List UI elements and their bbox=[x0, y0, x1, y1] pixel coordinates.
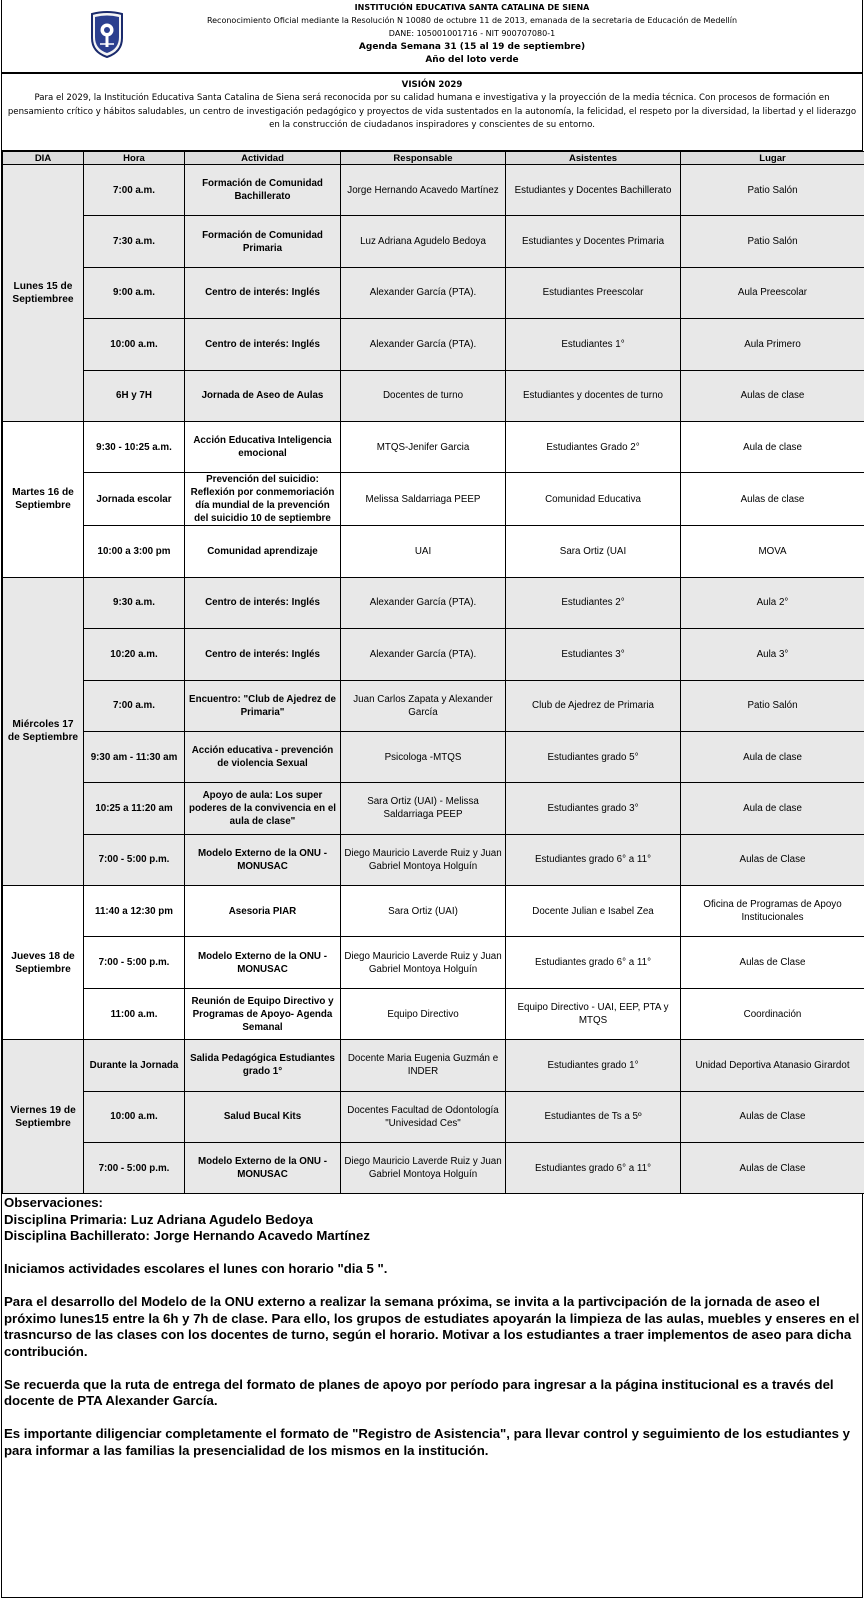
attendees-cell: Docente Julian e Isabel Zea bbox=[506, 886, 681, 937]
col-header-lugar: Lugar bbox=[681, 152, 864, 165]
attendees-cell: Comunidad Educativa bbox=[506, 473, 681, 526]
hour-cell: 9:00 a.m. bbox=[84, 267, 185, 318]
attendees-cell: Estudiantes grado 5° bbox=[506, 731, 681, 782]
attendees-cell: Estudiantes y Docentes Primaria bbox=[506, 216, 681, 267]
responsible-cell: Docentes Facultad de Odontología "Univesidad Ces" bbox=[341, 1091, 506, 1142]
activity-cell: Centro de interés: Inglés bbox=[185, 319, 341, 370]
col-header-hora: Hora bbox=[84, 152, 185, 165]
hour-cell: 10:00 a.m. bbox=[84, 1091, 185, 1142]
observation-note: Para el desarrollo del Modelo de la ONU externo a realizar la semana próxima, se invita a la partivcipación de la jornada de aseo el próximo lunes15 entre la 6h y 7h de clase. Para ello, los grupos de estudiates apoyarán la limpieza de las aulas, muebles y enseres en el trasncurso de las clases con los docentes de turno, según el horario. Motivar a los estudiantes a traer implementos de aseo para dicha contribución. bbox=[4, 1294, 860, 1359]
agenda-table bbox=[2, 151, 864, 1194]
activity-cell: Centro de interés: Inglés bbox=[185, 577, 341, 628]
place-cell: Oficina de Programas de Apoyo Institucionales bbox=[681, 886, 864, 937]
hour-cell: Jornada escolar bbox=[84, 473, 185, 526]
col-header-dia: DIA bbox=[3, 152, 84, 165]
hour-cell: 7:00 - 5:00 p.m. bbox=[84, 937, 185, 988]
dane-nit: DANE: 105001001716 - NIT 900707080-1 bbox=[388, 29, 556, 38]
place-cell: Aula de clase bbox=[681, 783, 864, 834]
activity-cell: Formación de Comunidad Bachillerato bbox=[185, 165, 341, 216]
table-row bbox=[3, 629, 864, 680]
day-cell: Viernes 19 de Septiembre bbox=[3, 1040, 84, 1194]
hour-cell: 7:00 - 5:00 p.m. bbox=[84, 834, 185, 885]
hour-cell: 9:30 am - 11:30 am bbox=[84, 731, 185, 782]
responsible-cell: MTQS-Jenifer Garcia bbox=[341, 421, 506, 472]
observation-note: Iniciamos actividades escolares el lunes con horario "dia 5 ". bbox=[4, 1261, 388, 1277]
place-cell: Aula 2° bbox=[681, 577, 864, 628]
table-row bbox=[3, 988, 864, 1039]
place-cell: Aulas de Clase bbox=[681, 1143, 864, 1194]
attendees-cell: Estudiantes 3° bbox=[506, 629, 681, 680]
activity-cell: Reunión de Equipo Directivo y Programas de Apoyo- Agenda Semanal bbox=[185, 988, 341, 1039]
table-row bbox=[3, 421, 864, 472]
day-cell: Lunes 15 de Septiembree bbox=[3, 165, 84, 422]
day-cell: Jueves 18 de Septiembre bbox=[3, 886, 84, 1040]
table-row bbox=[3, 370, 864, 421]
activity-cell: Modelo Externo de la ONU - MONUSAC bbox=[185, 834, 341, 885]
activity-cell: Acción educativa - prevención de violencia Sexual bbox=[185, 731, 341, 782]
table-header-row bbox=[3, 152, 864, 165]
place-cell: Patio Salón bbox=[681, 216, 864, 267]
place-cell: MOVA bbox=[681, 526, 864, 577]
attendees-cell: Estudiantes grado 6° a 11° bbox=[506, 1143, 681, 1194]
responsible-cell: Sara Ortiz (UAI) bbox=[341, 886, 506, 937]
responsible-cell: Melissa Saldarriaga PEEP bbox=[341, 473, 506, 526]
hour-cell: 11:40 a 12:30 pm bbox=[84, 886, 185, 937]
hour-cell: 10:20 a.m. bbox=[84, 629, 185, 680]
hour-cell: 10:00 a.m. bbox=[84, 319, 185, 370]
vision-title: VISIÓN 2029 bbox=[401, 80, 463, 90]
activity-cell: Salud Bucal Kits bbox=[185, 1091, 341, 1142]
attendees-cell: Estudiantes 2° bbox=[506, 577, 681, 628]
vision-text: Para el 2029, la Institución Educativa Santa Catalina de Siena será reconocida por su calidad humana e investigativa y la proyección de la media técnica. Con procesos de formación en pensamiento crítico y hábitos saludables, un centro de investigación pedagógico y proyectos de vida sustentados en la autonomía, la felicidad, el respeto por la diversidad, la libertad y el liderazgo en la construcción de ciudadanos inspiradores y conscientes de su entorno. bbox=[7, 93, 857, 131]
place-cell: Aulas de clase bbox=[681, 473, 864, 526]
place-cell: Aulas de Clase bbox=[681, 1091, 864, 1142]
place-cell: Patio Salón bbox=[681, 680, 864, 731]
agenda-table-body bbox=[3, 165, 864, 1194]
place-cell: Aulas de clase bbox=[681, 370, 864, 421]
responsible-cell: Equipo Directivo bbox=[341, 988, 506, 1039]
hour-cell: 7:00 a.m. bbox=[84, 680, 185, 731]
attendees-cell: Estudiantes Preescolar bbox=[506, 267, 681, 318]
place-cell: Aula Preescolar bbox=[681, 267, 864, 318]
responsible-cell: Alexander García (PTA). bbox=[341, 577, 506, 628]
attendees-cell: Estudiantes y docentes de turno bbox=[506, 370, 681, 421]
col-header-responsable: Responsable bbox=[341, 152, 506, 165]
hour-cell: 6H y 7H bbox=[84, 370, 185, 421]
place-cell: Coordinación bbox=[681, 988, 864, 1039]
table-row bbox=[3, 473, 864, 526]
hour-cell: 9:30 - 10:25 a.m. bbox=[84, 421, 185, 472]
responsible-cell: Alexander García (PTA). bbox=[341, 319, 506, 370]
table-row bbox=[3, 731, 864, 782]
place-cell: Unidad Deportiva Atanasio Girardot bbox=[681, 1040, 864, 1091]
observation-note: Es importante diligenciar completamente el formato de "Registro de Asistencia", para llevar control y seguimiento de los estudiantes y para informar a las familias la presencialidad de los mismos en la institución. bbox=[4, 1426, 850, 1458]
responsible-cell: Diego Mauricio Laverde Ruiz y Juan Gabriel Montoya Holguín bbox=[341, 834, 506, 885]
attendees-cell: Estudiantes grado 3° bbox=[506, 783, 681, 834]
activity-cell: Comunidad aprendizaje bbox=[185, 526, 341, 577]
activity-cell: Modelo Externo de la ONU - MONUSAC bbox=[185, 1143, 341, 1194]
place-cell: Aula de clase bbox=[681, 731, 864, 782]
responsible-cell: Sara Ortiz (UAI) - Melissa Saldarriaga PEEP bbox=[341, 783, 506, 834]
responsible-cell: Jorge Hernando Acavedo Martínez bbox=[341, 165, 506, 216]
attendees-cell: Estudiantes Grado 2° bbox=[506, 421, 681, 472]
table-row bbox=[3, 680, 864, 731]
activity-cell: Centro de interés: Inglés bbox=[185, 267, 341, 318]
activity-cell: Apoyo de aula: Los super poderes de la convivencia en el aula de clase" bbox=[185, 783, 341, 834]
table-row bbox=[3, 937, 864, 988]
day-cell: Martes 16 de Septiembre bbox=[3, 421, 84, 577]
attendees-cell: Estudiantes 1° bbox=[506, 319, 681, 370]
activity-cell: Acción Educativa Inteligencia emocional bbox=[185, 421, 341, 472]
responsible-cell: UAI bbox=[341, 526, 506, 577]
attendees-cell: Estudiantes grado 6° a 11° bbox=[506, 937, 681, 988]
place-cell: Aula 3° bbox=[681, 629, 864, 680]
table-row bbox=[3, 1040, 864, 1091]
attendees-cell: Sara Ortiz (UAI bbox=[506, 526, 681, 577]
activity-cell: Salida Pedagógica Estudiantes grado 1° bbox=[185, 1040, 341, 1091]
hour-cell: 10:00 a 3:00 pm bbox=[84, 526, 185, 577]
place-cell: Aulas de Clase bbox=[681, 937, 864, 988]
activity-cell: Jornada de Aseo de Aulas bbox=[185, 370, 341, 421]
table-row bbox=[3, 886, 864, 937]
discipline-bachillerato: Disciplina Bachillerato: Jorge Hernando Acavedo Martínez bbox=[4, 1228, 370, 1244]
attendees-cell: Equipo Directivo - UAI, EEP, PTA y MTQS bbox=[506, 988, 681, 1039]
place-cell: Aulas de Clase bbox=[681, 834, 864, 885]
responsible-cell: Alexander García (PTA). bbox=[341, 267, 506, 318]
table-row bbox=[3, 577, 864, 628]
responsible-cell: Docentes de turno bbox=[341, 370, 506, 421]
attendees-cell: Estudiantes de Ts a 5º bbox=[506, 1091, 681, 1142]
hour-cell: 10:25 a 11:20 am bbox=[84, 783, 185, 834]
hour-cell: 11:00 a.m. bbox=[84, 988, 185, 1039]
attendees-cell: Estudiantes grado 1° bbox=[506, 1040, 681, 1091]
attendees-cell: Estudiantes grado 6° a 11° bbox=[506, 834, 681, 885]
document-header bbox=[2, 0, 862, 74]
hour-cell: 7:00 a.m. bbox=[84, 165, 185, 216]
responsible-cell: Docente Maria Eugenia Guzmán e INDER bbox=[341, 1040, 506, 1091]
agenda-sheet bbox=[1, 0, 863, 1598]
hour-cell: 9:30 a.m. bbox=[84, 577, 185, 628]
observation-note: Se recuerda que la ruta de entrega del formato de planes de apoyo por período para ingresar a la página institucional es a través del docente de PTA Alexander García. bbox=[4, 1376, 834, 1409]
col-header-actividad: Actividad bbox=[185, 152, 341, 165]
day-cell: Miércoles 17 de Septiembre bbox=[3, 577, 84, 885]
responsible-cell: Diego Mauricio Laverde Ruiz y Juan Gabriel Montoya Holguín bbox=[341, 1143, 506, 1194]
discipline-primaria: Disciplina Primaria: Luz Adriana Agudelo Bedoya bbox=[4, 1211, 313, 1227]
observations-section bbox=[2, 1194, 862, 1459]
vision-section bbox=[2, 74, 862, 151]
observations-title: Observaciones: bbox=[4, 1195, 103, 1211]
responsible-cell: Diego Mauricio Laverde Ruiz y Juan Gabriel Montoya Holguín bbox=[341, 937, 506, 988]
table-row bbox=[3, 834, 864, 885]
responsible-cell: Alexander García (PTA). bbox=[341, 629, 506, 680]
hour-cell: Durante la Jornada bbox=[84, 1040, 185, 1091]
year-name: Año del loto verde bbox=[425, 55, 519, 65]
responsible-cell: Juan Carlos Zapata y Alexander García bbox=[341, 680, 506, 731]
hour-cell: 7:00 - 5:00 p.m. bbox=[84, 1143, 185, 1194]
activity-cell: Prevención del suicidio: Reflexión por conmemoriación día mundial de la prevención del suicidio 10 de septiembre bbox=[185, 473, 341, 526]
table-row bbox=[3, 1143, 864, 1194]
place-cell: Aula de clase bbox=[681, 421, 864, 472]
attendees-cell: Estudiantes y Docentes Bachillerato bbox=[506, 165, 681, 216]
hour-cell: 7:30 a.m. bbox=[84, 216, 185, 267]
table-row bbox=[3, 319, 864, 370]
responsible-cell: Psicologa -MTQS bbox=[341, 731, 506, 782]
col-header-asistentes: Asistentes bbox=[506, 152, 681, 165]
activity-cell: Centro de interés: Inglés bbox=[185, 629, 341, 680]
agenda-week: Agenda Semana 31 (15 al 19 de septiembre) bbox=[358, 42, 586, 52]
table-row bbox=[3, 267, 864, 318]
official-recognition: Reconocimiento Oficial mediante la Resolución N 10080 de octubre 11 de 2013, emanada de la secretaria de Educación de Medellín bbox=[206, 16, 738, 25]
attendees-cell: Club de Ajedrez de Primaria bbox=[506, 680, 681, 731]
table-row bbox=[3, 526, 864, 577]
activity-cell: Asesoria PIAR bbox=[185, 886, 341, 937]
activity-cell: Modelo Externo de la ONU - MONUSAC bbox=[185, 937, 341, 988]
table-row bbox=[3, 783, 864, 834]
place-cell: Aula Primero bbox=[681, 319, 864, 370]
responsible-cell: Luz Adriana Agudelo Bedoya bbox=[341, 216, 506, 267]
table-row bbox=[3, 216, 864, 267]
table-row bbox=[3, 165, 864, 216]
table-row bbox=[3, 1091, 864, 1142]
activity-cell: Formación de Comunidad Primaria bbox=[185, 216, 341, 267]
activity-cell: Encuentro: "Club de Ajedrez de Primaria" bbox=[185, 680, 341, 731]
place-cell: Patio Salón bbox=[681, 165, 864, 216]
institution-name: INSTITUCIÓN EDUCATIVA SANTA CATALINA DE SIENA bbox=[354, 3, 590, 12]
